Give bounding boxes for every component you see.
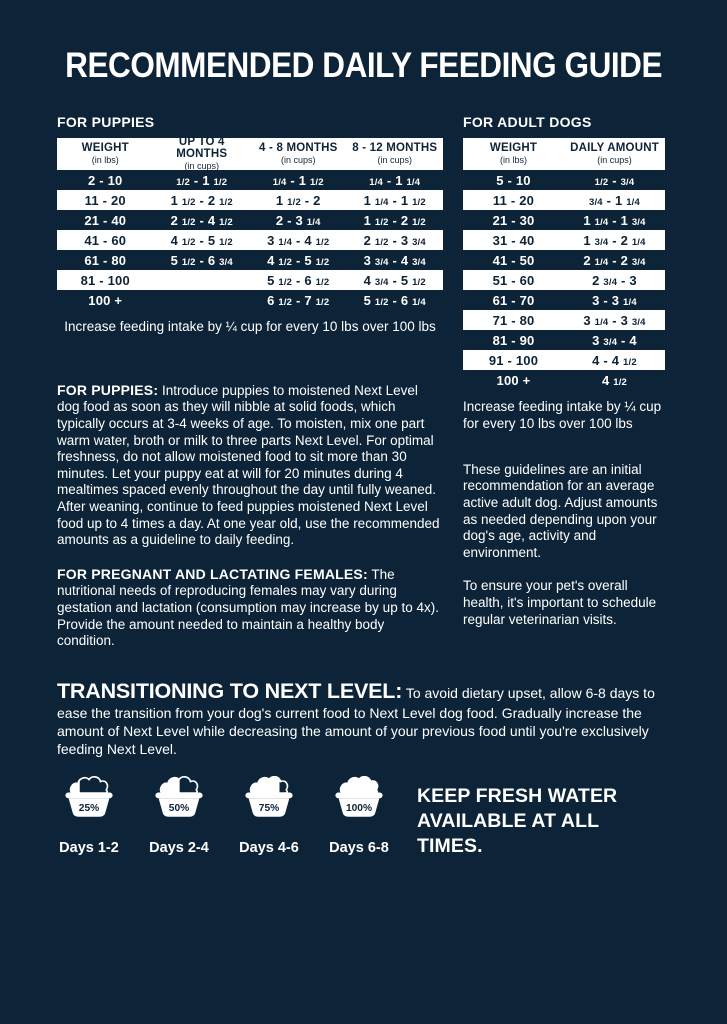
table-cell: 1 1/4 - 1 1/2 [363, 192, 426, 208]
bowl-icon [327, 774, 391, 825]
bowl-days-label: Days 6-8 [329, 840, 389, 857]
svg-text:50%: 50% [168, 802, 190, 814]
table-cell: 1 1/2 - 2 [275, 192, 321, 208]
column-header: WEIGHT (in lbs) [489, 141, 538, 166]
puppies-paragraph-body: Introduce puppies to moistened Next Level dog food as soon as they will nibble at solid foods, which typically occurs at 3-4 weeks of age. To moisten, mix one part warm water, broth or milk to three parts Next Level. For optimal freshness, do not allow moistened food to sit more than 30 minutes. Let your puppy eat at will for 20 minutes during 4 mealtimes spaced evenly throughout the day until fully weaned. After weaning, continue to feed puppies moistened Next Level food up to 4 times a day. At one year old, use the recommended amounts as a guideline to daily feeding. [57, 382, 440, 548]
table-cell: 71 - 80 [492, 312, 535, 328]
table-cell: 2 - 3 1/4 [275, 212, 321, 228]
table-cell: 1/4 - 1 1/2 [272, 172, 324, 188]
table-cell: 11 - 20 [492, 192, 535, 208]
table-cell: 81 - 100 [80, 272, 130, 288]
adult-footnote: Increase feeding intake by ¼ cup for every 10 lbs over 100 lbs [463, 399, 662, 431]
table-cell: 51 - 60 [492, 272, 535, 288]
table-cell: 3 - 3 1/4 [592, 292, 637, 308]
puppies-paragraph [57, 382, 443, 549]
table-cell: 81 - 90 [492, 332, 535, 348]
table-row [463, 290, 665, 310]
table-row [463, 270, 665, 290]
page-title: RECOMMENDED DAILY FEEDING GUIDE [65, 46, 662, 85]
table-row [463, 250, 665, 270]
table-row [57, 230, 443, 250]
table-row [57, 210, 443, 230]
table-header-row [57, 138, 443, 170]
transition-step [237, 774, 301, 856]
table-row [57, 250, 443, 270]
bowls-row [57, 774, 665, 859]
water-note: KEEP FRESH WATER AVAILABLE AT ALL TIMES. [417, 785, 618, 857]
transition-step [57, 774, 121, 856]
bowl-days-label: Days 4-6 [239, 840, 299, 857]
puppies-footnote: Increase feeding intake by ¼ cup for every 10 lbs over 100 lbs [64, 319, 436, 334]
table-cell: 41 - 50 [492, 252, 535, 268]
bowl-icon [237, 774, 301, 825]
table-cell: 5 1/2 - 6 1/2 [267, 272, 330, 288]
table-cell: 41 - 60 [84, 232, 127, 248]
adult-note-guidelines: These guidelines are an initial recommendation for an average active adult dog. Adjust amounts as needed depending upon your dog's age, activity and environment. [463, 461, 658, 560]
table-cell: 1 1/2 - 2 1/2 [363, 212, 426, 228]
table-cell: 100 + [88, 292, 123, 308]
table-cell: 1/4 - 1 1/4 [369, 172, 421, 188]
table-cell: 1 1/4 - 1 3/4 [583, 212, 646, 228]
table-cell: 3 1/4 - 4 1/2 [267, 232, 330, 248]
table-row [57, 170, 443, 190]
table-header-row [463, 138, 665, 170]
table-row [57, 290, 443, 310]
table-cell: 31 - 40 [492, 232, 535, 248]
table-cell: 4 - 4 1/2 [592, 352, 637, 368]
table-cell: 3 1/4 - 3 3/4 [583, 312, 646, 328]
table-cell: 3 3/4 - 4 3/4 [363, 252, 426, 268]
transition-body: To avoid dietary upset, allow 6-8 days to ease the transition from your dog's current food to Next Level dog food. Gradually increase the amount of Next Level while decreasing the amount of your previous food until you're exclusively feeding Next Level. [57, 684, 655, 758]
table-cell: 2 3/4 - 3 [592, 272, 637, 288]
transition-lead: TRANSITIONING TO NEXT LEVEL: [57, 678, 403, 703]
column-header: 8 - 12 MONTHS (in cups) [352, 141, 438, 166]
column-header: UP TO 4 MONTHS (in cups) [176, 136, 228, 171]
table-cell: 61 - 80 [84, 252, 127, 268]
table-row [57, 270, 443, 290]
bowl-icon [57, 774, 121, 825]
table-row [463, 230, 665, 250]
table-cell: 3/4 - 1 1/4 [588, 192, 641, 208]
table-cell: 5 1/2 - 6 3/4 [170, 252, 233, 268]
table-cell: 3 3/4 - 4 [592, 332, 637, 348]
table-cell: 61 - 70 [492, 292, 535, 308]
table-cell: 2 1/2 - 3 3/4 [363, 232, 426, 248]
puppies-table [57, 138, 443, 310]
adult-dogs-column [463, 114, 665, 650]
table-row [57, 190, 443, 210]
table-cell: 6 1/2 - 7 1/2 [267, 292, 330, 308]
pregnant-paragraph-body: The nutritional needs of reproducing females may vary during gestation and lactation (consumption may increase by up to 4x). Provide the amount needed to maintain a healthy body condition. [57, 566, 439, 649]
column-header: DAILY AMOUNT (in cups) [570, 141, 659, 166]
table-cell: 11 - 20 [84, 192, 126, 208]
adult-note-vet: To ensure your pet's overall health, it's important to schedule regular veterinarian visits. [463, 578, 657, 627]
column-header: WEIGHT (in lbs) [81, 141, 129, 166]
table-cell: 1/2 - 3/4 [594, 172, 635, 188]
table-row [463, 170, 665, 190]
table-cell: 5 1/2 - 6 1/4 [363, 292, 426, 308]
table-cell: 100 + [496, 372, 531, 388]
pregnant-paragraph-lead: FOR PREGNANT AND LACTATING FEMALES: [57, 565, 368, 582]
transition-paragraph [57, 678, 665, 759]
table-cell: 2 1/4 - 2 3/4 [583, 252, 646, 268]
bowl-days-label: Days 1-2 [59, 840, 119, 857]
table-row [463, 350, 665, 370]
table-cell: 2 1/2 - 4 1/2 [170, 212, 233, 228]
svg-text:100%: 100% [345, 802, 373, 814]
bowl-icon [147, 774, 211, 825]
table-row [463, 190, 665, 210]
adult-table [463, 138, 665, 390]
table-cell: 4 1/2 - 5 1/2 [267, 252, 330, 268]
table-cell: 4 1/2 - 5 1/2 [170, 232, 233, 248]
table-row [463, 210, 665, 230]
table-cell: 1 1/2 - 2 1/2 [170, 192, 233, 208]
table-cell: 1 3/4 - 2 1/4 [583, 232, 646, 248]
table-cell: 4 1/2 [601, 372, 628, 388]
column-header: 4 - 8 MONTHS (in cups) [259, 141, 338, 166]
table-cell: 1/2 - 1 1/2 [176, 172, 228, 188]
table-cell: 91 - 100 [488, 352, 539, 368]
puppies-paragraph-lead: FOR PUPPIES: [57, 381, 159, 398]
bowl-days-label: Days 2-4 [149, 840, 209, 857]
table-cell: 4 3/4 - 5 1/2 [363, 272, 426, 288]
table-cell: 2 - 10 [88, 172, 123, 188]
table-cell: 21 - 40 [84, 212, 127, 228]
pregnant-paragraph [57, 566, 443, 650]
table-row [463, 310, 665, 330]
table-cell: 21 - 30 [492, 212, 535, 228]
transition-step [147, 774, 211, 856]
adult-heading: FOR ADULT DOGS [463, 114, 592, 130]
puppies-heading: FOR PUPPIES [57, 114, 155, 130]
puppies-column [57, 114, 443, 650]
table-row [463, 330, 665, 350]
svg-text:75%: 75% [258, 802, 280, 814]
table-cell: 5 - 10 [496, 172, 531, 188]
transition-step [327, 774, 391, 856]
svg-text:25%: 25% [78, 802, 100, 814]
table-row [463, 370, 665, 390]
